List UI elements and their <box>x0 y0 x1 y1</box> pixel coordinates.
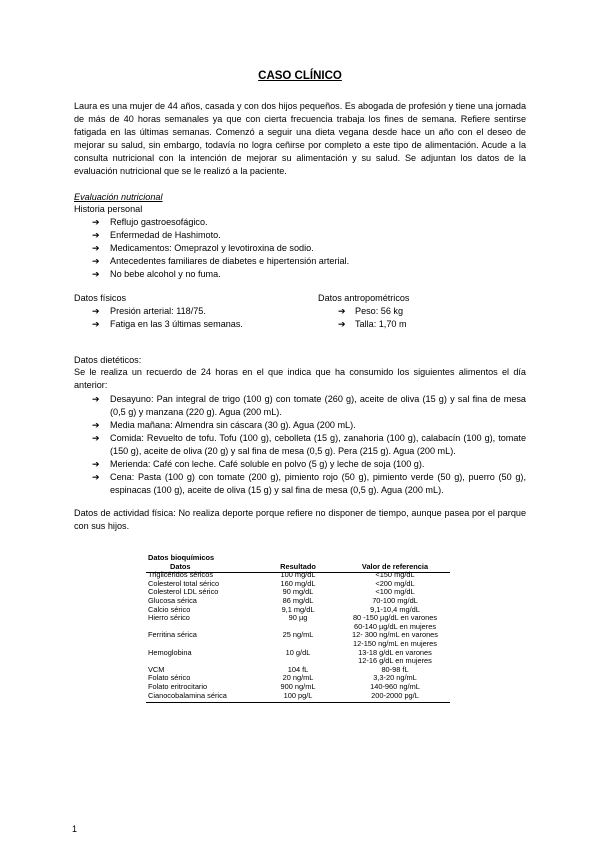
page-number: 1 <box>72 824 78 834</box>
table-cell: 100 mg/dL <box>280 570 316 580</box>
table-cell: Ferritina sérica <box>148 630 197 640</box>
intro-paragraph: Laura es una mujer de 44 años, casada y con dos hijos pequeños. Es abogada de profesión y tiene una jornada de más de 40 horas semanales ya que con cierta frecuencia trabaja los fines de semana. Refiere sentirse fatigada en las últimas semanas. Comenzó a seguir una dieta vegana desde hace un año con el deseo de mejorar su salud, sin embargo, todavía no logra ceñirse por completo a este tipo de alimentación. Acude a la consulta nutricional con la intención de mejorar su alimentación y su salud. Se adjuntan los datos de la evaluación nutricional que se le realizó a la paciente. <box>74 101 526 176</box>
table-cell: <200 mg/dL <box>375 578 415 588</box>
list-item: Reflujo gastroesofágico. <box>110 217 208 227</box>
table-cell: 13-18 g/dL en varones <box>358 647 432 657</box>
table-cell: 12-150 ng/mL en mujeres <box>353 638 437 648</box>
meal-item: Merienda: Café con leche. Café soluble en polvo (5 g) y leche de soja (100 g). <box>110 459 425 469</box>
column-header-datos: Datos <box>170 561 191 571</box>
column-header-resultado: Resultado <box>280 561 316 571</box>
arrow-icon: ➔ <box>92 472 100 482</box>
table-cell: 100 pg/L <box>283 690 313 700</box>
arrow-icon: ➔ <box>92 459 100 469</box>
arrow-icon: ➔ <box>92 394 100 404</box>
table-cell: Calcio sérico <box>148 604 191 614</box>
table-cell: 9,1-10,4 mg/dL <box>370 604 420 614</box>
meal-item: Cena: Pasta (100 g) con tomate (200 g), pimiento rojo (50 g), pimiento verde (50 g), puerro (50 g), espinacas (100 g), aceite de oliva (15 g) y sal fina de mesa (0,5 g). Agua (200 mL). <box>110 472 526 495</box>
list-item: No bebe alcohol y no fuma. <box>110 269 221 279</box>
list-item: Fatiga en las 3 últimas semanas. <box>110 319 243 329</box>
arrow-icon: ➔ <box>92 306 100 316</box>
table-cell: 20 ng/mL <box>282 673 314 683</box>
table-row <box>140 692 456 701</box>
table-cell: 25 ng/mL <box>282 630 314 640</box>
arrow-icon: ➔ <box>92 217 100 227</box>
table-cell: 200-2000 pg/L <box>371 690 419 700</box>
table-cell: Hemoglobina <box>148 647 192 657</box>
list-item: Medicamentos: Omeprazol y levotiroxina de sodio. <box>110 243 314 253</box>
arrow-icon: ➔ <box>338 306 346 316</box>
table-cell: 70-100 mg/dL <box>372 595 418 605</box>
table-cell: VCM <box>148 664 165 674</box>
evaluation-heading: Evaluación nutricional <box>74 192 163 202</box>
actividad-paragraph: Datos de actividad física: No realiza deporte porque refiere no disponer de tiempo, aunque pasea por el parque con sus hijos. <box>74 508 526 531</box>
table-cell: 80-98 fL <box>381 664 409 674</box>
table-bottom-rule <box>146 702 450 703</box>
table-cell: 10 g/dL <box>285 647 311 657</box>
list-item: Peso: 56 kg <box>355 306 404 316</box>
arrow-icon: ➔ <box>92 433 100 443</box>
dieteticos-intro: Se le realiza un recuerdo de 24 horas en el que indica que ha consumido los siguientes alimentos el día anterior: <box>74 367 526 390</box>
table-cell: Colesterol LDL sérico <box>148 587 219 597</box>
arrow-icon: ➔ <box>92 243 100 253</box>
table-body <box>140 571 456 700</box>
meal-item: Media mañana: Almendra sin cáscara (30 g). Agua (200 mL). <box>110 420 356 430</box>
table-cell: Glucosa sérica <box>148 595 197 605</box>
table-cell: 60-140 µg/dL en mujeres <box>353 621 437 631</box>
meal-item: Desayuno: Pan integral de trigo (100 g) con tomate (260 g), aceite de oliva (15 g) y sal fina de mesa (0,5 g) y manzana (220 g). Agua (200 mL). <box>110 394 526 417</box>
list-item: Antecedentes familiares de diabetes e hipertensión arterial. <box>110 256 350 266</box>
fisicos-heading: Datos físicos <box>74 293 127 303</box>
dieteticos-heading: Datos dietéticos: <box>74 355 142 365</box>
arrow-icon: ➔ <box>338 319 346 329</box>
table-cell: Folato sérico <box>148 673 191 683</box>
table-cell: 140-960 ng/mL <box>370 681 420 691</box>
arrow-icon: ➔ <box>92 256 100 266</box>
document-title: CASO CLÍNICO <box>258 70 342 82</box>
table-cell: 3,3-20 ng/mL <box>373 673 417 683</box>
list-item: Presión arterial: 118/75. <box>110 306 206 316</box>
arrow-icon: ➔ <box>92 269 100 279</box>
table-cell: <100 mg/dL <box>375 587 415 597</box>
table-cell: <150 mg/dL <box>375 570 415 580</box>
table-cell: 12-16 g/dL en mujeres <box>358 656 432 666</box>
table-cell: 90 µg <box>288 613 308 623</box>
table-heading: Datos bioquímicos <box>148 553 215 562</box>
table-cell: 900 ng/mL <box>280 681 316 691</box>
table-cell: Triglicéridos séricos <box>148 570 214 580</box>
table-cell: 9,1 mg/dL <box>281 604 315 614</box>
table-cell: 90 mg/dL <box>282 587 314 597</box>
table-cell: Folato eritrocitario <box>148 681 208 691</box>
table-cell: Colesterol total sérico <box>148 578 220 588</box>
arrow-icon: ➔ <box>92 319 100 329</box>
historia-heading: Historia personal <box>74 204 143 214</box>
biochemical-table <box>140 554 456 700</box>
antropometricos-heading: Datos antropométricos <box>318 293 410 303</box>
table-cell: Hierro sérico <box>148 613 190 623</box>
list-item: Enfermedad de Hashimoto. <box>110 230 221 240</box>
column-header-referencia: Valor de referencia <box>361 561 429 571</box>
table-cell: 160 mg/dL <box>280 578 316 588</box>
table-cell: Cianocobalamina sérica <box>148 690 227 700</box>
table-cell: 86 mg/dL <box>282 595 314 605</box>
table-cell: 12- 300 ng/mL en varones <box>351 630 438 640</box>
arrow-icon: ➔ <box>92 230 100 240</box>
meal-item: Comida: Revuelto de tofu. Tofu (100 g), cebolleta (15 g), zanahoria (100 g), calabacín (100 g), tomate (150 g), aceite de oliva (20 g) y sal fina de mesa (0,5 g). Pera (215 g). Agua (200 mL). <box>110 433 526 456</box>
list-item: Talla: 1,70 m <box>355 319 407 329</box>
table-cell: 80 -150 µg/dL en varones <box>352 613 438 623</box>
arrow-icon: ➔ <box>92 420 100 430</box>
table-cell: 104 fL <box>287 664 309 674</box>
